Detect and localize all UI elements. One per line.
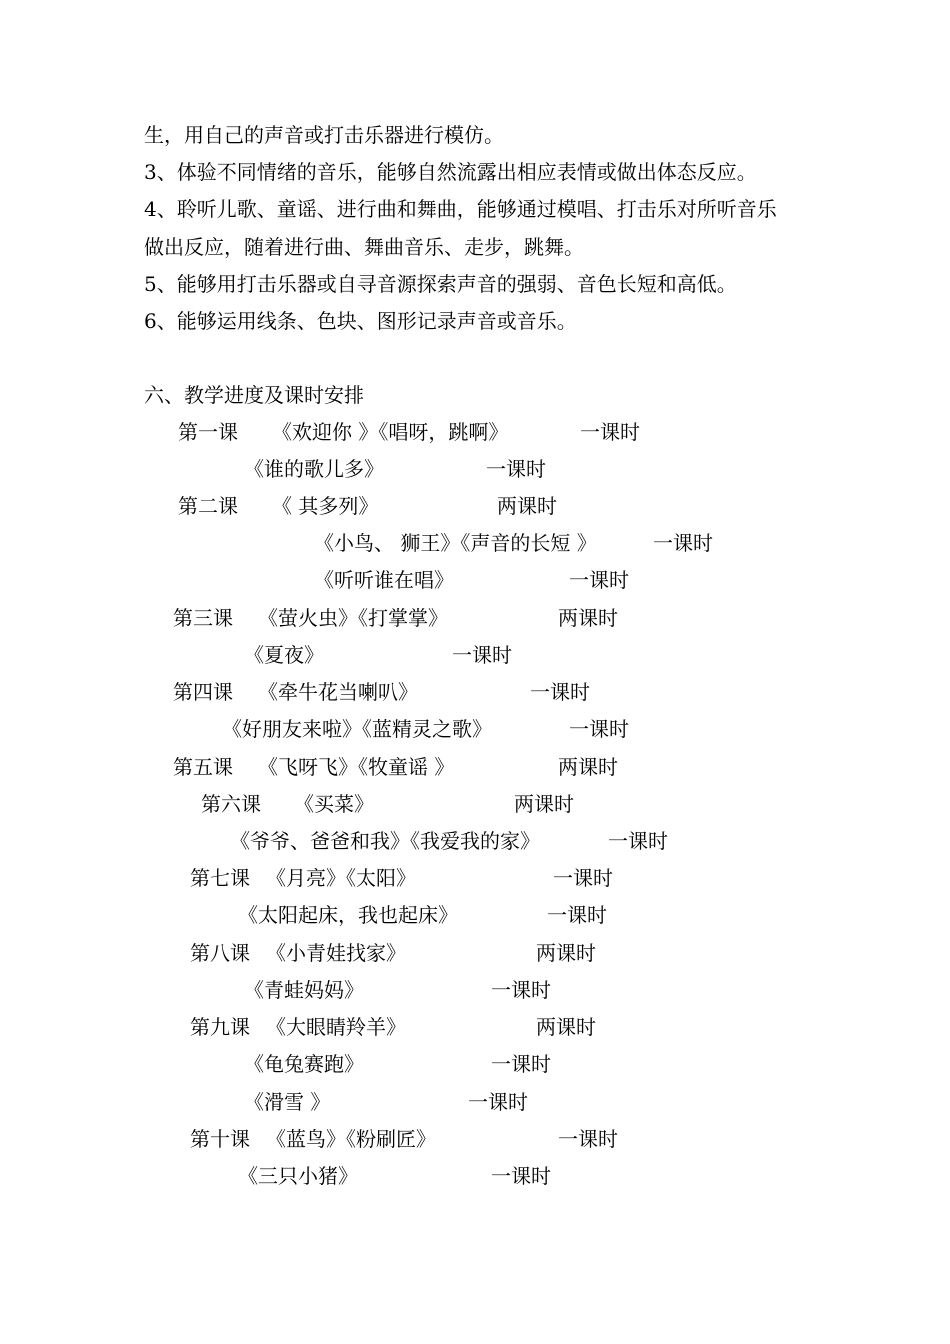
lesson-label: 第八课	[190, 941, 250, 965]
class-hours: 一课时	[491, 978, 551, 1002]
song-titles: 《欢迎你 》《唱呀，跳啊》	[272, 420, 509, 444]
lesson-label: 第三课	[173, 606, 233, 630]
class-hours: 一课时	[468, 1090, 528, 1114]
song-titles: 《听听谁在唱》	[314, 568, 454, 592]
lesson-label: 第七课	[190, 866, 250, 890]
class-hours: 两课时	[558, 755, 618, 779]
class-hours: 两课时	[514, 792, 574, 816]
lesson-label: 第六课	[201, 792, 261, 816]
paragraph-line: 生，用自己的声音或打击乐器进行模仿。	[144, 123, 504, 147]
class-hours: 一课时	[558, 1127, 618, 1151]
paragraph-line: 6、能够运用线条、色块、图形记录声音或音乐。	[144, 309, 577, 333]
class-hours: 一课时	[608, 829, 668, 853]
class-hours: 一课时	[486, 457, 546, 481]
class-hours: 一课时	[491, 1164, 551, 1188]
song-titles: 《三只小猪》	[238, 1164, 358, 1188]
class-hours: 一课时	[653, 531, 713, 555]
song-titles: 《 其多列》	[272, 494, 379, 518]
song-titles: 《好朋友来啦》《蓝精灵之歌》	[222, 717, 492, 741]
class-hours: 两课时	[497, 494, 557, 518]
song-titles: 《月亮》《太阳》	[266, 866, 416, 890]
lesson-label: 第四课	[173, 680, 233, 704]
song-titles: 《萤火虫》《打掌掌》	[258, 606, 448, 630]
paragraph-line: 4、聆听儿歌、童谣、进行曲和舞曲，能够通过模唱、打击乐对所听音乐	[144, 197, 777, 221]
lesson-label: 第九课	[190, 1015, 250, 1039]
class-hours: 两课时	[558, 606, 618, 630]
paragraph-line: 3、体验不同情绪的音乐，能够自然流露出相应表情或做出体态反应。	[144, 160, 757, 184]
section-title: 六、教学进度及课时安排	[144, 383, 364, 407]
class-hours: 一课时	[569, 717, 629, 741]
song-titles: 《青蛙妈妈》	[244, 978, 364, 1002]
class-hours: 一课时	[547, 903, 607, 927]
song-titles: 《龟兔赛跑》	[244, 1052, 364, 1076]
song-titles: 《滑雪 》	[244, 1090, 331, 1114]
class-hours: 两课时	[536, 1015, 596, 1039]
class-hours: 一课时	[553, 866, 613, 890]
lesson-label: 第一课	[178, 420, 238, 444]
class-hours: 一课时	[569, 568, 629, 592]
paragraph-line: 5、能够用打击乐器或自寻音源探索声音的强弱、音色长短和高低。	[144, 272, 737, 296]
song-titles: 《太阳起床，我也起床》	[238, 903, 458, 927]
class-hours: 两课时	[536, 941, 596, 965]
song-titles: 《大眼睛羚羊》	[266, 1015, 406, 1039]
class-hours: 一课时	[491, 1052, 551, 1076]
class-hours: 一课时	[580, 420, 640, 444]
song-titles: 《夏夜》	[244, 643, 324, 667]
class-hours: 一课时	[530, 680, 590, 704]
song-titles: 《飞呀飞》《牧童谣 》	[258, 755, 455, 779]
lesson-label: 第五课	[173, 755, 233, 779]
lesson-label: 第二课	[178, 494, 238, 518]
song-titles: 《小鸟、 狮王》《声音的长短 》	[314, 531, 597, 555]
song-titles: 《谁的歌儿多》	[244, 457, 384, 481]
song-titles: 《买菜》	[294, 792, 374, 816]
song-titles: 《牵牛花当喇叭》	[258, 680, 418, 704]
song-titles: 《蓝鸟》《粉刷匠》	[266, 1127, 436, 1151]
paragraph-line: 做出反应，随着进行曲、舞曲音乐、走步，跳舞。	[144, 235, 584, 259]
song-titles: 《爷爷、爸爸和我》《我爱我的家》	[230, 829, 540, 853]
class-hours: 一课时	[452, 643, 512, 667]
song-titles: 《小青娃找家》	[266, 941, 406, 965]
lesson-label: 第十课	[190, 1127, 250, 1151]
